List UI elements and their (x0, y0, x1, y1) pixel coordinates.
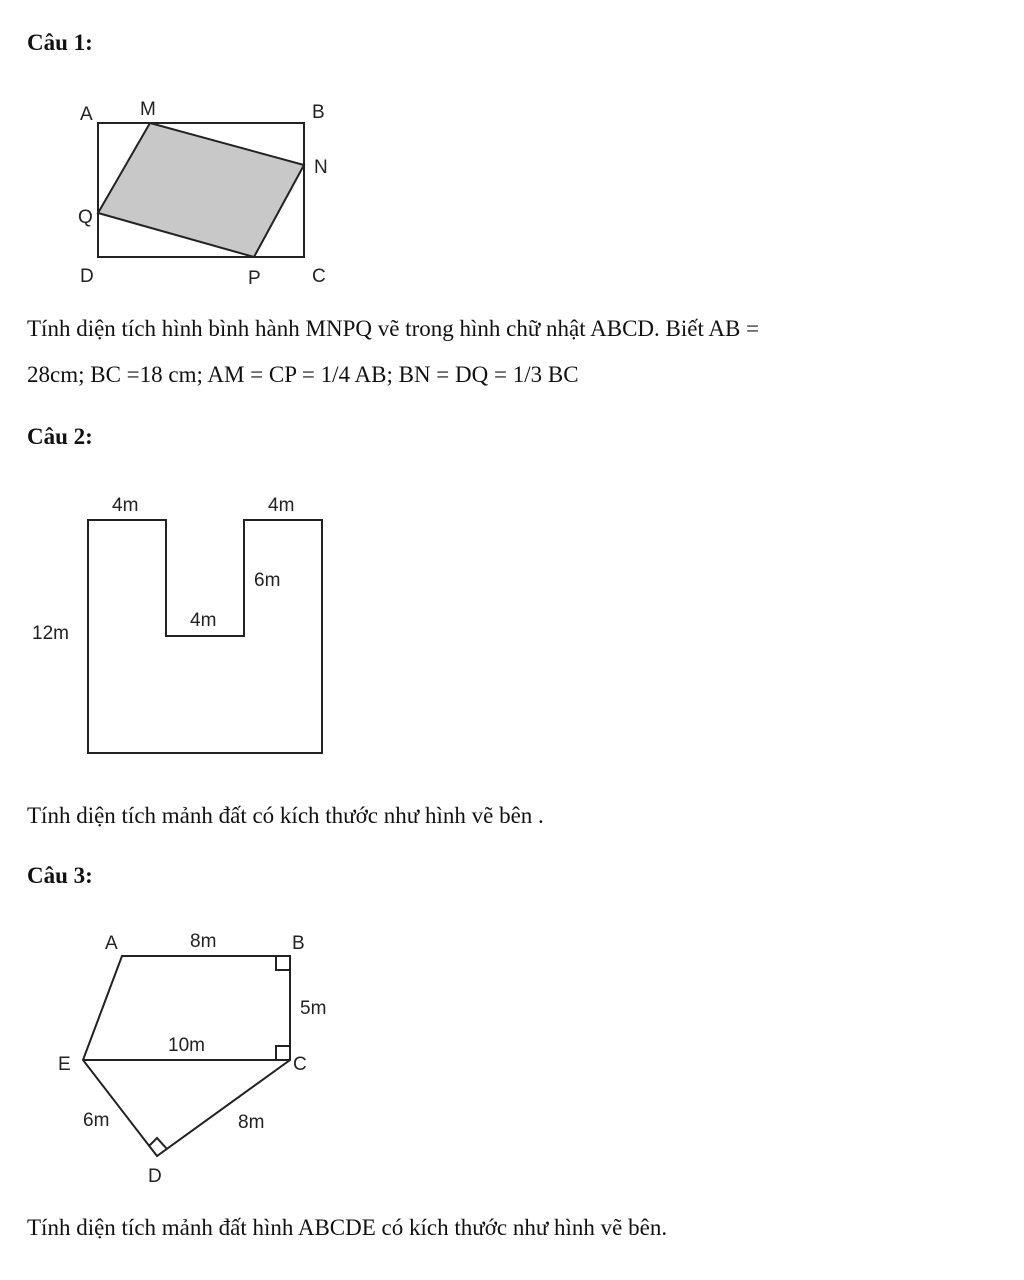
question-2-heading: Câu 2: (27, 424, 93, 449)
label-b: B (292, 933, 305, 954)
label-height: 12m (32, 623, 69, 644)
label-ec-length: 10m (168, 1035, 205, 1056)
label-bc-length: 5m (300, 998, 327, 1019)
right-angle-mark-c (276, 1046, 290, 1060)
label-b: B (312, 102, 325, 123)
label-a: A (80, 104, 93, 125)
figure-pentagon-abcde (50, 925, 350, 1190)
parallelogram-mnpq (98, 123, 304, 257)
label-d: D (80, 266, 94, 287)
label-a: A (105, 933, 118, 954)
label-top-left-width: 4m (112, 495, 139, 516)
label-ab-length: 8m (190, 931, 217, 952)
question-1-text-line-2: 28cm; BC =18 cm; AM = CP = 1/4 AB; BN = DQ = 1/3 BC (27, 362, 579, 387)
label-c: C (312, 266, 326, 287)
label-p: P (248, 268, 261, 289)
label-top-right-width: 4m (268, 495, 295, 516)
question-3-heading: Câu 3: (27, 863, 93, 888)
label-e: E (58, 1054, 71, 1075)
figure-rectangle-parallelogram (70, 90, 370, 290)
question-2-text: Tính diện tích mảnh đất có kích thước như hình vẽ bên . (27, 803, 544, 828)
label-n: N (314, 157, 328, 178)
label-m: M (140, 99, 156, 120)
label-dc-length: 8m (238, 1112, 265, 1133)
question-1-text-line-1: Tính diện tích hình bình hành MNPQ vẽ trong hình chữ nhật ABCD. Biết AB = (27, 316, 760, 341)
question-1-text (27, 306, 759, 398)
u-shape-outline (88, 520, 322, 753)
label-q: Q (78, 207, 93, 228)
right-angle-mark-d (149, 1138, 167, 1149)
right-angle-mark-b (276, 956, 290, 970)
figure-u-shaped-plot (20, 485, 340, 765)
question-1-heading: Câu 1: (27, 30, 93, 55)
label-ed-length: 6m (83, 1110, 110, 1131)
label-d: D (148, 1166, 162, 1187)
label-c: C (293, 1054, 307, 1075)
label-notch-width: 4m (190, 610, 217, 631)
label-notch-depth: 6m (254, 570, 281, 591)
question-3-text: Tính diện tích mảnh đất hình ABCDE có kích thước như hình vẽ bên. (27, 1215, 668, 1240)
